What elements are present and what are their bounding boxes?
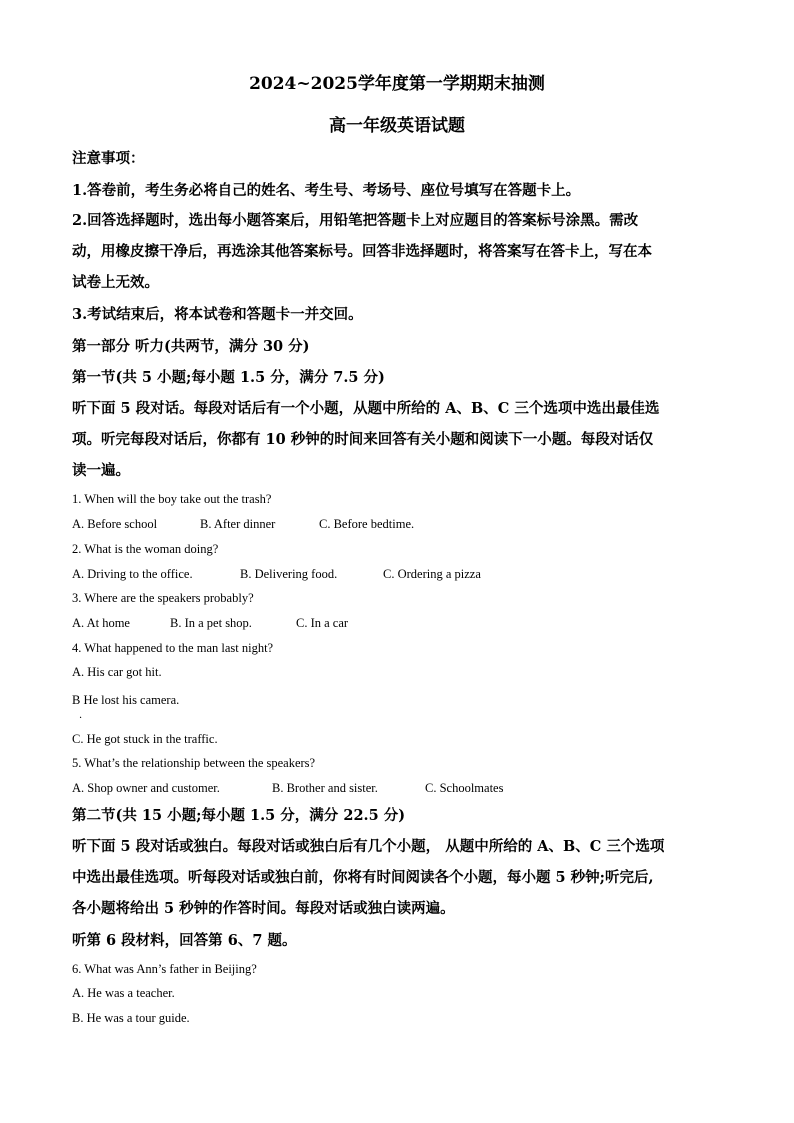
option-c: C. Ordering a pizza [383, 567, 481, 581]
material-6-heading: 听第 6 段材料，回答第 6、7 题。 [72, 932, 297, 949]
note-2-line-2: 动，用橡皮擦干净后，再选涂其他答案标号。回答非选择题时，将答案写在答卡上，写在本 [72, 243, 652, 260]
question-2-stem: 2. What is the woman doing? [72, 542, 219, 556]
stray-dot: · [79, 713, 83, 724]
option-a: A. Driving to the office. [72, 567, 193, 581]
section1-instruction-line-1: 听下面 5 段对话。每段对话后有一个小题，从题中所给的 A、B、C 三个选项中选出最佳选 [72, 400, 660, 417]
exam-title: 2024~2025学年度第一学期期末抽测 [249, 74, 545, 94]
question-2-options [72, 566, 481, 582]
section2-heading: 第二节(共 15 小题;每小题 1.5 分，满分 22.5 分) [72, 807, 406, 824]
part1-heading: 第一部分 听力(共两节，满分 30 分) [72, 338, 310, 355]
option-b: B. After dinner [200, 517, 276, 531]
option-c: C. Schoolmates [425, 781, 504, 795]
question-5-options [72, 780, 503, 796]
question-1-stem: 1. When will the boy take out the trash? [72, 492, 272, 506]
option-c: C. Before bedtime. [319, 517, 415, 531]
option-c: C. In a car [296, 616, 349, 630]
note-2-line-1: 2.回答选择题时，选出每小题答案后，用铅笔把答题卡上对应题目的答案标号涂黑。需改 [72, 212, 639, 229]
question-4-option-a: A. His car got hit. [72, 665, 162, 679]
question-1-options [72, 516, 414, 532]
section1-instruction-line-3: 读一遍。 [72, 462, 130, 479]
section1-heading: 第一节(共 5 小题;每小题 1.5 分，满分 7.5 分) [72, 369, 385, 386]
question-3-options [72, 615, 348, 631]
option-b: B. Delivering food. [240, 567, 338, 581]
option-a: A. Shop owner and customer. [72, 781, 220, 795]
question-4-option-b: B He lost his camera. [72, 693, 180, 707]
question-4-option-c: C. He got stuck in the traffic. [72, 732, 218, 746]
section2-instruction-line-1: 听下面 5 段对话或独白。每段对话或独白后有几个小题， 从题中所给的 A、B、C 三个选项 [72, 838, 665, 855]
option-a: A. At home [72, 616, 130, 630]
note-1: 1.答卷前，考生务必将自己的姓名、考生号、考场号、座位号填写在答题卡上。 [72, 182, 581, 199]
option-b: B. Brother and sister. [272, 781, 378, 795]
option-a: A. Before school [72, 517, 158, 531]
section2-instruction-line-2: 中选出最佳选项。听每段对话或独白前，你将有时间阅读各个小题，每小题 5 秒钟;听完后, [72, 869, 654, 886]
section1-instruction-line-2: 项。听完每段对话后，你都有 10 秒钟的时间来回答有关小题和阅读下一小题。每段对话仅 [72, 431, 654, 448]
question-6-option-a: A. He was a teacher. [72, 986, 175, 1000]
question-6-option-b: B. He was a tour guide. [72, 1011, 190, 1025]
section2-instruction-line-3: 各小题将给出 5 秒钟的作答时间。每段对话或独白读两遍。 [72, 900, 455, 917]
question-5-stem: 5. What’s the relationship between the speakers? [72, 756, 316, 770]
question-4-stem: 4. What happened to the man last night? [72, 641, 274, 655]
notes-heading: 注意事项： [72, 150, 145, 167]
exam-subtitle: 高一年级英语试题 [329, 116, 465, 136]
option-b: B. In a pet shop. [170, 616, 252, 630]
question-6-stem: 6. What was Ann’s father in Beijing? [72, 962, 257, 976]
note-3: 3.考试结束后，将本试卷和答题卡一并交回。 [72, 306, 363, 323]
note-2-line-3: 试卷上无效。 [72, 274, 159, 291]
question-3-stem: 3. Where are the speakers probably? [72, 591, 254, 605]
